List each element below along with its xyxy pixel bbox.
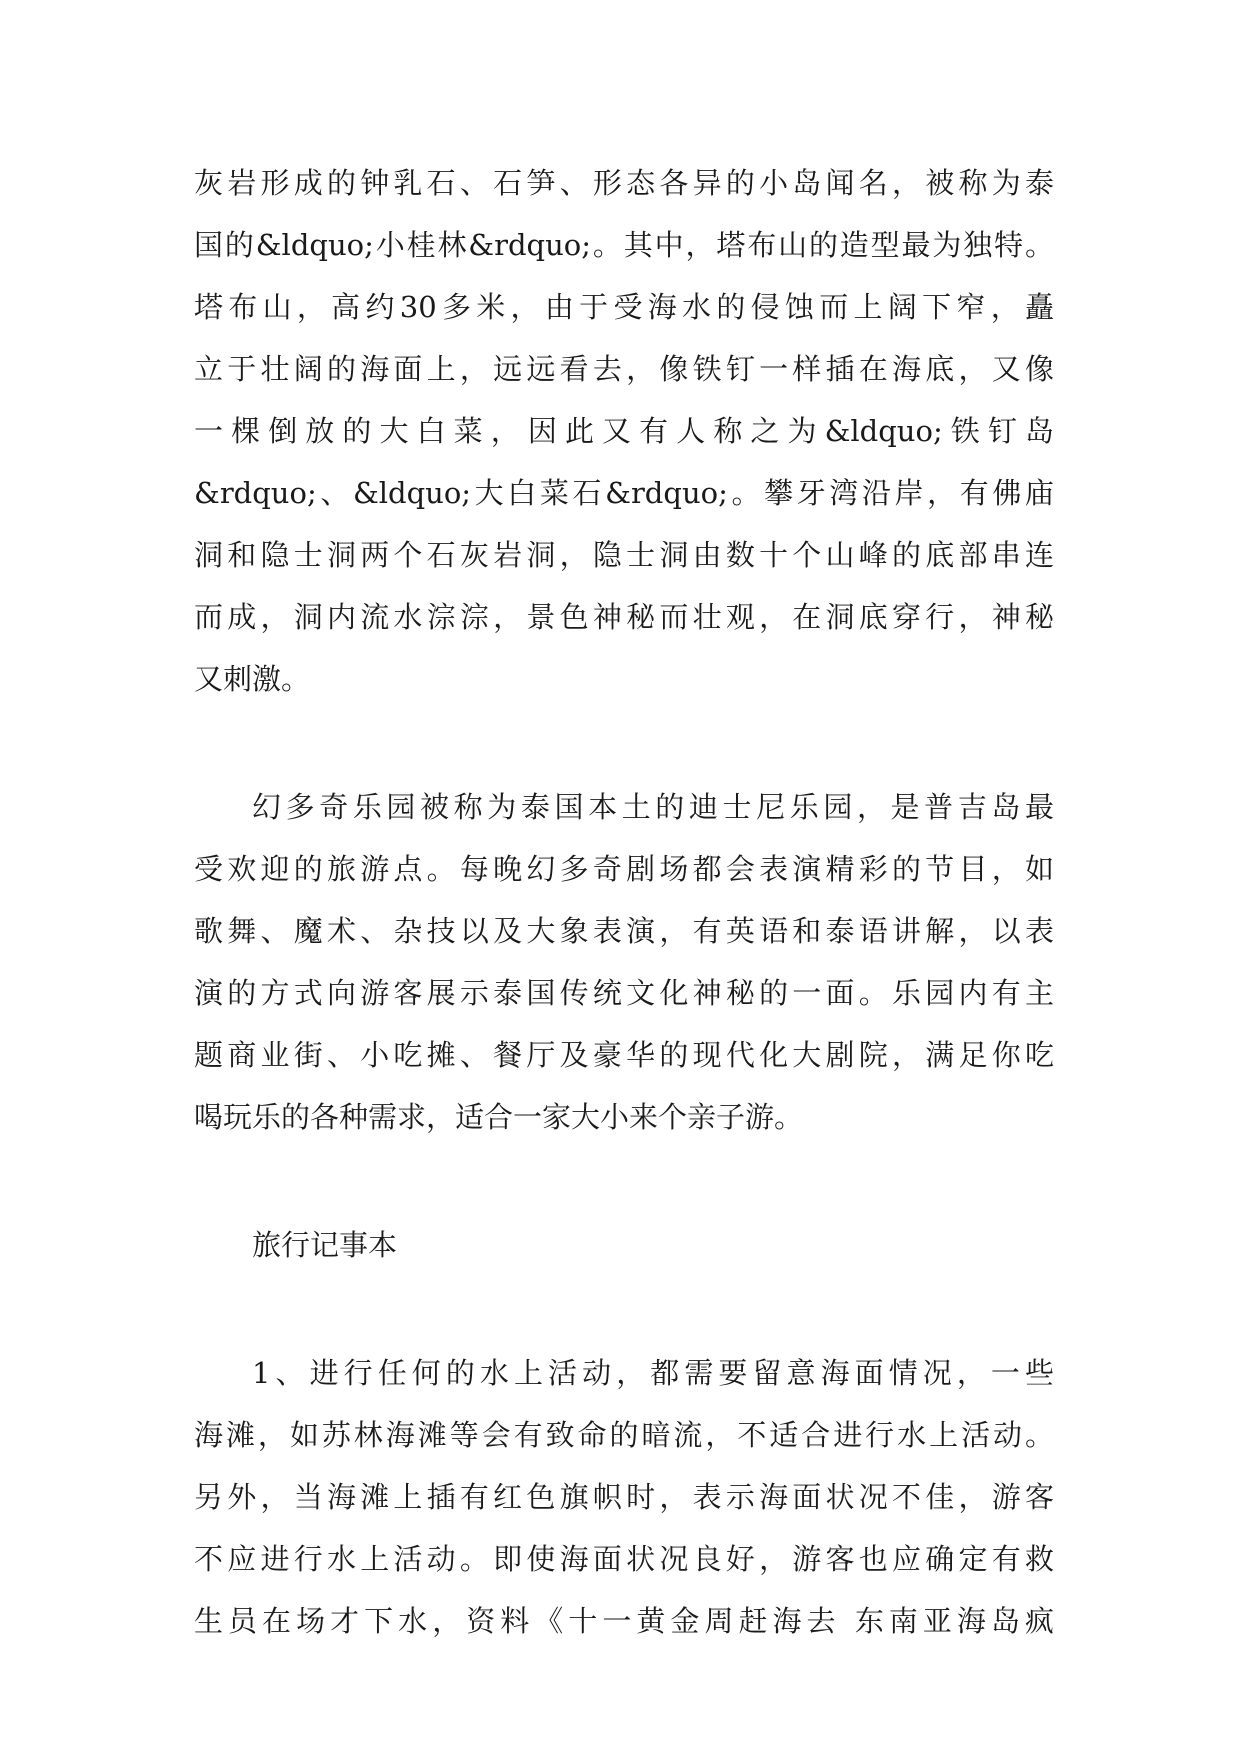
paragraph-line: 1、进行任何的水上活动，都需要留意海面情况，一些 xyxy=(252,1356,1054,1390)
paragraph-line: 幻多奇乐园被称为泰国本土的迪士尼乐园，是普吉岛最 xyxy=(252,790,1054,824)
paragraph-spacer xyxy=(194,710,1054,776)
paragraph-line: 生员在场才下水，资料《十一黄金周赶海去 东南亚海岛疯 xyxy=(194,1604,1054,1638)
paragraph-line: &rdquo;、&ldquo;大白菜石&rdquo;。攀牙湾沿岸，有佛庙 xyxy=(194,476,1054,510)
paragraph-line: 洞和隐士洞两个石灰岩洞，隐士洞由数十个山峰的底部串连 xyxy=(194,538,1054,572)
paragraph-line: 题商业街、小吃摊、餐厅及豪华的现代化大剧院，满足你吃 xyxy=(194,1038,1054,1072)
paragraph-fantasea-park xyxy=(194,776,1054,1148)
paragraph-spacer xyxy=(194,1148,1054,1214)
paragraph-line: 受欢迎的旅游点。每晚幻多奇剧场都会表演精彩的节目，如 xyxy=(194,852,1054,886)
paragraph-spacer xyxy=(194,1276,1054,1342)
paragraph-line: 歌舞、魔术、杂技以及大象表演，有英语和泰语讲解，以表 xyxy=(194,914,1054,948)
paragraph-line: 塔布山，高约30多米，由于受海水的侵蚀而上阔下窄，矗 xyxy=(194,290,1054,324)
paragraph-line: 海滩，如苏林海滩等会有致命的暗流，不适合进行水上活动。 xyxy=(194,1418,1054,1452)
paragraph-line: 不应进行水上活动。即使海面状况良好，游客也应确定有救 xyxy=(194,1542,1054,1576)
paragraph-line: 演的方式向游客展示泰国传统文化神秘的一面。乐园内有主 xyxy=(194,976,1054,1010)
paragraph-travel-tip-1 xyxy=(194,1342,1054,1652)
paragraph-phang-nga-bay xyxy=(194,152,1054,710)
paragraph-line: 又刺激。 xyxy=(194,662,311,696)
paragraph-line: 另外，当海滩上插有红色旗帜时，表示海面状况不佳，游客 xyxy=(194,1480,1054,1514)
section-heading: 旅行记事本 xyxy=(252,1228,398,1262)
paragraph-line: 喝玩乐的各种需求，适合一家大小来个亲子游。 xyxy=(194,1100,804,1134)
document-body xyxy=(194,152,1054,1652)
paragraph-line: 而成，洞内流水淙淙，景色神秘而壮观，在洞底穿行，神秘 xyxy=(194,600,1054,634)
paragraph-line: 灰岩形成的钟乳石、石笋、形态各异的小岛闻名，被称为泰 xyxy=(194,166,1054,200)
paragraph-line: 一棵倒放的大白菜，因此又有人称之为&ldquo;铁钉岛 xyxy=(194,414,1054,448)
paragraph-line: 立于壮阔的海面上，远远看去，像铁钉一样插在海底，又像 xyxy=(194,352,1054,386)
paragraph-line: 国的&ldquo;小桂林&rdquo;。其中，塔布山的造型最为独特。 xyxy=(194,228,1054,262)
